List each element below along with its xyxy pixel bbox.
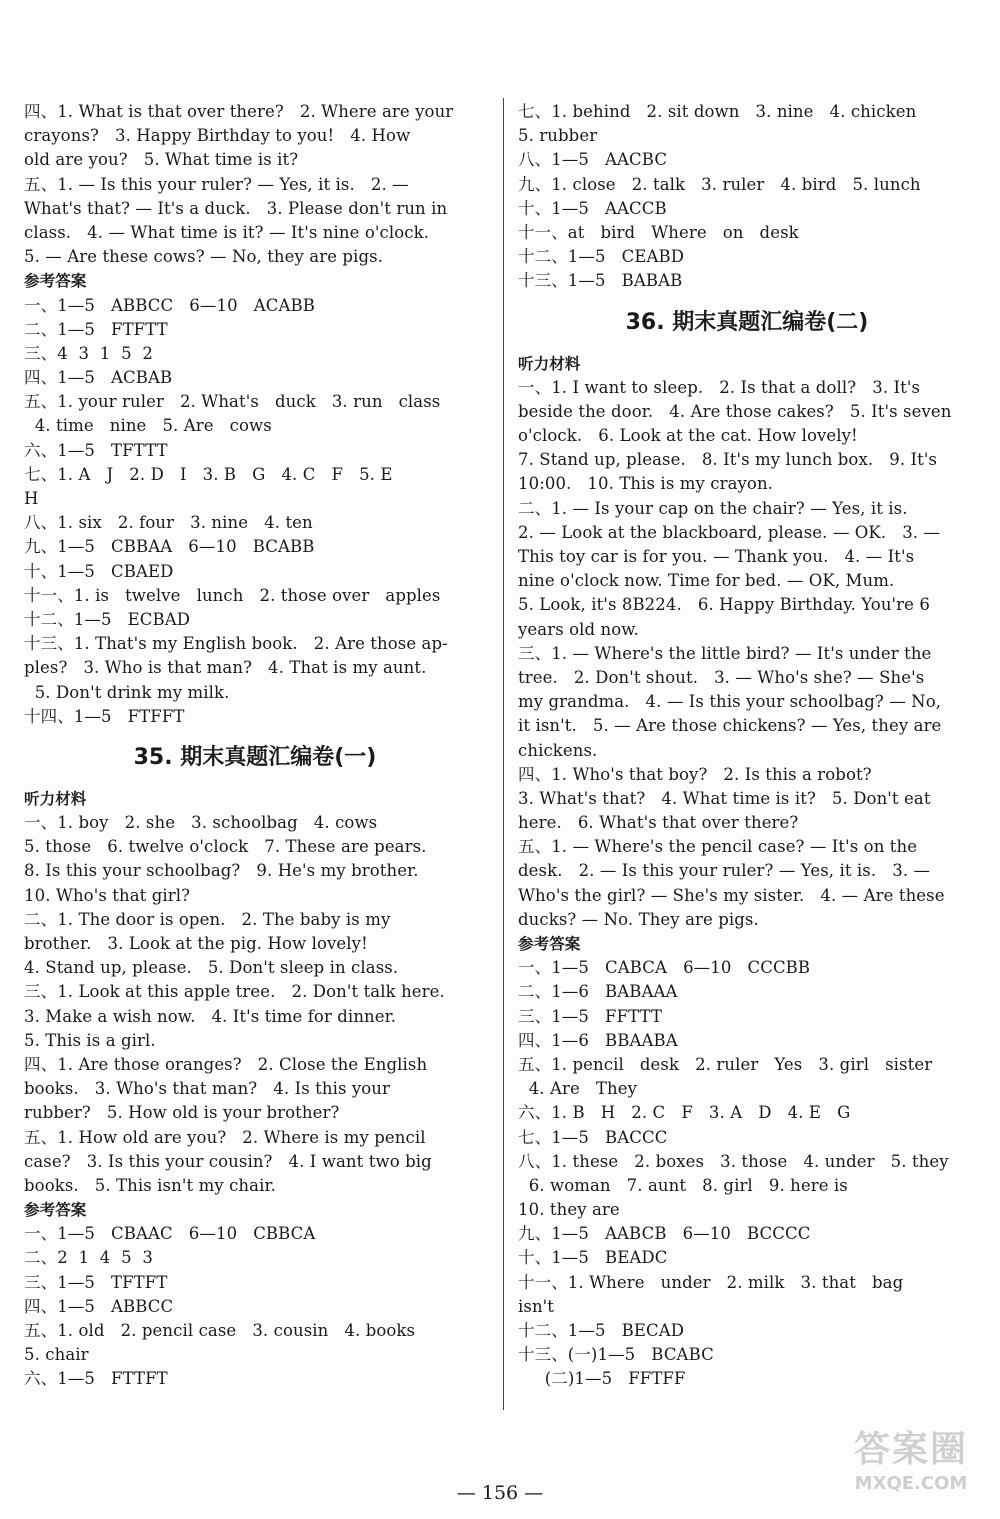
text-line: 四、1. Are those oranges? 2. Close the English: [24, 1054, 428, 1074]
text-line: 五、1. How old are you? 2. Where is my pencil: [24, 1127, 426, 1147]
text-line: 10:00. 10. This is my crayon.: [518, 474, 774, 494]
text-line: 四、1—6 BBAABA: [518, 1030, 678, 1050]
text-line: isn't: [518, 1296, 555, 1316]
text-line: 十一、at bird Where on desk: [518, 222, 799, 242]
text-line: 5. Don't drink my milk.: [24, 682, 230, 702]
text-line: 2. — Look at the blackboard, please. — OK. 3. —: [518, 522, 941, 542]
text-line: H: [24, 489, 39, 508]
text-line: 六、1—5 FTTFT: [24, 1369, 168, 1389]
text-line: 八、1. these 2. boxes 3. those 4. under 5. they: [518, 1151, 949, 1171]
text-line: 4. time nine 5. Are cows: [24, 416, 272, 436]
text-line: 四、1—5 ACBAB: [24, 368, 173, 388]
text-line: 九、1—5 CBBAA 6—10 BCABB: [24, 537, 315, 557]
text-line: 十一、1. is twelve lunch 2. those over apples: [24, 585, 441, 605]
text-line: 5. — Are these cows? — No, they are pigs.: [24, 247, 384, 267]
text-line: What's that? — It's a duck. 3. Please don't run in: [24, 198, 448, 218]
text-line: 一、1—5 CBAAC 6—10 CBBCA: [24, 1224, 316, 1244]
text-line: 二、1—6 BABAAA: [518, 982, 678, 1002]
text-line: 5. This is a girl.: [24, 1030, 156, 1050]
column-divider: [503, 98, 504, 1410]
text-line: 三、1—5 TFTFT: [24, 1272, 168, 1292]
watermark-logo: 答案圈: [853, 1429, 968, 1470]
text-line: 五、1. pencil desk 2. ruler Yes 3. girl sister: [518, 1054, 933, 1074]
page-number: — 156 —: [456, 1482, 544, 1504]
text-line: 五、1. — Where's the pencil case? — It's on the: [518, 837, 918, 857]
text-line: years old now.: [518, 619, 639, 639]
text-line: crayons? 3. Happy Birthday to you! 4. How: [24, 126, 411, 146]
text-line: 二、1—5 FTFTT: [24, 319, 168, 339]
text-line: Who's the girl? — She's my sister. 4. — Are these: [518, 885, 945, 905]
text-line: 3. Make a wish now. 4. It's time for dinner.: [24, 1006, 397, 1026]
text-line: 十四、1—5 FTFFT: [24, 706, 185, 726]
left-column: [24, 100, 486, 1392]
text-line: 七、1. A J 2. D I 3. B G 4. C F 5. E: [24, 464, 393, 484]
text-line: old are you? 5. What time is it?: [24, 150, 299, 170]
text-line: 十、1—5 BEADC: [518, 1248, 668, 1268]
text-line: 5. chair: [24, 1345, 89, 1365]
watermark-site: MXQE.COM: [854, 1473, 968, 1494]
watermark: [836, 1427, 986, 1509]
text-line: class. 4. — What time is it? — It's nine o'clock.: [24, 222, 430, 242]
text-line: 五、1. old 2. pencil case 3. cousin 4. books: [24, 1321, 416, 1340]
text-line: 4. Are They: [518, 1079, 637, 1099]
text-line: 十三、1. That's my English book. 2. Are those ap-: [24, 634, 448, 654]
text-line: 一、1. I want to sleep. 2. Is that a doll? 3. It's: [518, 377, 921, 397]
text-line: 三、1. — Where's the little bird? — It's under the: [518, 643, 932, 663]
section-heading: 听力材料: [518, 354, 581, 373]
text-line: desk. 2. — Is this your ruler? — Yes, it is. 3. —: [518, 861, 931, 881]
text-line: 三、4 3 1 5 2: [24, 343, 153, 363]
text-line: books. 5. This isn't my chair.: [24, 1175, 276, 1195]
text-line: 6. woman 7. aunt 8. girl 9. here is: [518, 1175, 848, 1195]
text-line: 5. rubber: [518, 126, 598, 146]
text-line: 十二、1—5 ECBAD: [24, 609, 191, 629]
text-line: 十一、1. Where under 2. milk 3. that bag: [518, 1272, 904, 1292]
text-line: tree. 2. Don't shout. 3. — Who's she? — She's: [518, 667, 925, 687]
text-line: chickens.: [518, 740, 598, 760]
text-line: 二、2 1 4 5 3: [24, 1248, 153, 1268]
section-heading: 参考答案: [24, 272, 87, 291]
text-line: brother. 3. Look at the pig. How lovely!: [24, 934, 368, 953]
text-line: 三、1. Look at this apple tree. 2. Don't talk here.: [24, 982, 445, 1002]
text-line: 十三、1—5 BABAB: [518, 271, 683, 291]
text-line: 一、1—5 ABBCC 6—10 ACABB: [24, 295, 315, 315]
text-line: my grandma. 4. — Is this your schoolbag? — No,: [518, 692, 942, 712]
text-line: 三、1—5 FFTTT: [518, 1006, 663, 1026]
right-column: [518, 100, 976, 1392]
text-line: beside the door. 4. Are those cakes? 5. It's seven: [518, 401, 952, 421]
text-line: 一、1. boy 2. she 3. schoolbag 4. cows: [24, 813, 378, 833]
text-line: (二)1—5 FFTFF: [518, 1369, 686, 1389]
text-line: 五、1. — Is this your ruler? — Yes, it is. 2. —: [24, 174, 409, 194]
text-line: 八、1—5 AACBC: [518, 150, 668, 170]
text-line: 十三、(一)1—5 BCABC: [518, 1345, 714, 1365]
text-line: 二、1. The door is open. 2. The baby is my: [24, 909, 391, 929]
text-line: nine o'clock now. Time for bed. — OK, Mum.: [518, 571, 895, 591]
text-line: 六、1—5 TFTTT: [24, 440, 168, 460]
text-line: 10. they are: [518, 1200, 620, 1220]
text-line: 十、1—5 AACCB: [518, 198, 667, 218]
section-title: 35. 期末真题汇编卷(一): [133, 744, 377, 770]
text-line: books. 3. Who's that man? 4. Is this your: [24, 1079, 391, 1099]
section-heading: 参考答案: [24, 1201, 87, 1220]
text-line: 4. Stand up, please. 5. Don't sleep in class.: [24, 958, 399, 978]
text-line: 十二、1—5 CEABD: [518, 247, 685, 267]
text-line: 一、1—5 CABCA 6—10 CCCBB: [518, 958, 811, 978]
text-line: 二、1. — Is your cap on the chair? — Yes, it is.: [518, 498, 908, 518]
text-line: 五、1. your ruler 2. What's duck 3. run class: [24, 392, 441, 412]
text-line: 3. What's that? 4. What time is it? 5. Don't eat: [518, 788, 931, 808]
section-heading: 听力材料: [24, 789, 87, 808]
text-line: 九、1—5 AABCB 6—10 BCCCC: [518, 1224, 811, 1244]
text-line: 九、1. close 2. talk 3. ruler 4. bird 5. lunch: [518, 174, 921, 194]
text-line: rubber? 5. How old is your brother?: [24, 1103, 340, 1123]
text-line: 8. Is this your schoolbag? 9. He's my brother.: [24, 861, 419, 881]
text-line: 5. Look, it's 8B224. 6. Happy Birthday. You're 6: [518, 595, 930, 615]
text-line: 7. Stand up, please. 8. It's my lunch box. 9. It's: [518, 450, 938, 470]
section-heading: 参考答案: [518, 935, 581, 953]
text-line: 四、1. Who's that boy? 2. Is this a robot?: [518, 764, 872, 784]
text-line: This toy car is for you. — Thank you. 4. — It's: [518, 547, 915, 566]
text-line: 八、1. six 2. four 3. nine 4. ten: [24, 513, 313, 533]
text-line: 六、1. B H 2. C F 3. A D 4. E G: [518, 1103, 851, 1123]
text-line: 十、1—5 CBAED: [24, 561, 174, 581]
text-line: ples? 3. Who is that man? 4. That is my aunt.: [24, 658, 427, 678]
section-title: 36. 期末真题汇编卷(二): [625, 309, 869, 335]
text-line: ducks? — No. They are pigs.: [518, 909, 759, 929]
text-line: 七、1. behind 2. sit down 3. nine 4. chicken: [518, 102, 917, 121]
text-line: 四、1. What is that over there? 2. Where are your: [24, 102, 454, 121]
text-line: o'clock. 6. Look at the cat. How lovely!: [518, 426, 858, 446]
text-line: here. 6. What's that over there?: [518, 813, 799, 833]
text-line: 四、1—5 ABBCC: [24, 1296, 174, 1316]
text-line: 5. those 6. twelve o'clock 7. These are pears.: [24, 837, 427, 857]
text-line: 十二、1—5 BECAD: [518, 1321, 685, 1340]
text-line: 10. Who's that girl?: [24, 885, 191, 905]
text-line: case? 3. Is this your cousin? 4. I want two big: [24, 1151, 432, 1171]
text-line: 七、1—5 BACCC: [518, 1127, 668, 1147]
text-line: it isn't. 5. — Are those chickens? — Yes, they are: [518, 716, 942, 736]
